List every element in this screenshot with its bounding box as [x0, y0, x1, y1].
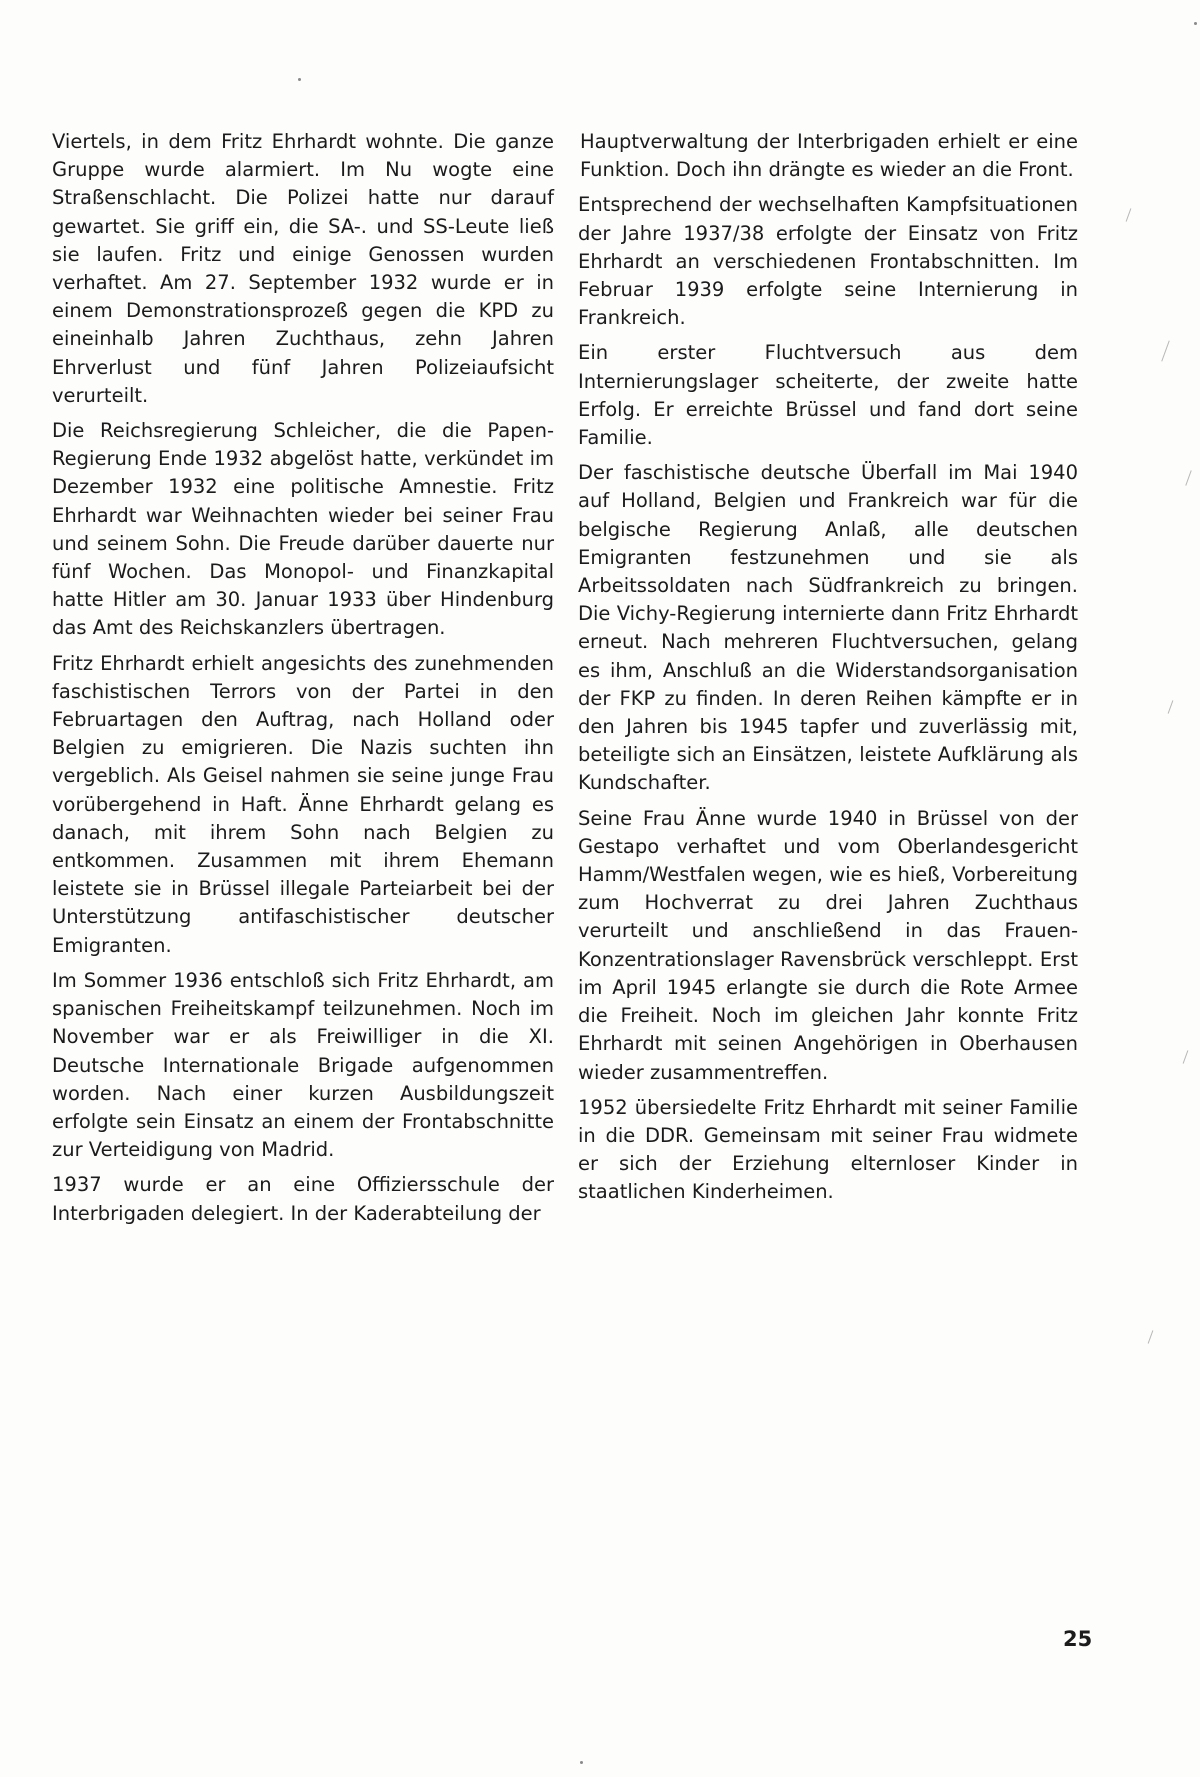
paragraph: Entsprechend der wechselhaften Kampfsituationen der Jahre 1937/38 erfolgte der Einsatz von Fritz Ehrhardt an verschiedenen Frontabschnitten. Im Februar 1939 erfolgte seine Internierung in Frankreich.	[578, 193, 1078, 330]
scan-scratch	[1148, 1330, 1154, 1343]
paragraph: 1937 wurde er an eine Offiziersschule der Interbrigaden delegiert. In der Kaderabteilung der	[52, 1173, 554, 1225]
scan-speck	[1194, 22, 1197, 25]
paragraph: Die Reichsregierung Schleicher, die die Papen-Regierung Ende 1932 abgelöst hatte, verkündet im Dezember 1932 eine politische Amnestie. Fritz Ehrhardt war Weihnachten wieder bei seiner Frau und seinem Sohn. Die Freude darüber dauerte nur fünf Wochen. Das Monopol- und Finanzkapital hatte Hitler am 30. Januar 1933 über Hindenburg das Amt des Reichskanzlers übertragen.	[52, 419, 554, 640]
scan-speck	[580, 1761, 583, 1764]
scan-scratch	[1168, 700, 1174, 713]
paragraph: 1952 übersiedelte Fritz Ehrhardt mit seiner Familie in die DDR. Gemeinsam mit seiner Frau widmete er sich der Erziehung elternloser Kinder in staatlichen Kinderheimen.	[578, 1095, 1078, 1204]
scan-speck	[298, 78, 301, 81]
scan-scratch	[1161, 340, 1169, 361]
scan-scratch	[1126, 208, 1132, 221]
scan-scratch	[1183, 1050, 1189, 1063]
paragraph: Ein erster Fluchtversuch aus dem Internierungslager scheiterte, der zweite hatte Erfolg. Er erreichte Brüssel und fand dort seine Familie.	[578, 341, 1078, 450]
paragraph: Hauptverwaltung der Interbrigaden erhielt er eine Funktion. Doch ihn drängte es wieder an die Front.	[580, 130, 1078, 182]
paragraph: Seine Frau Änne wurde 1940 in Brüssel von der Gestapo verhaftet und vom Oberlandesgericht Hamm/Westfalen wegen, wie es hieß, Vorbereitung zum Hochverrat zu drei Jahren Zuchthaus verurteilt und anschließend in das Frauen-Konzentrationslager Ravensbrück verschleppt. Erst im April 1945 erlangte sie durch die Rote Armee die Freiheit. Noch im gleichen Jahr konnte Fritz Ehrhardt mit seinen Angehörigen in Oberhausen wieder zusammentreffen.	[578, 806, 1078, 1084]
paragraph: Viertels, in dem Fritz Ehrhardt wohnte. Die ganze Gruppe wurde alarmiert. Im Nu wogte eine Straßenschlacht. Die Polizei hatte nur darauf gewartet. Sie griff ein, die SA-. und SS-Leute ließ sie laufen. Fritz und einige Genossen wurden verhaftet. Am 27. September 1932 wurde er in einem Demonstrationsprozeß gegen die KPD zu eineinhalb Jahren Zuchthaus, zehn Jahren Ehrverlust und fünf Jahren Polizeiaufsicht verurteilt.	[52, 130, 554, 407]
paragraph: Im Sommer 1936 entschloß sich Fritz Ehrhardt, am spanischen Freiheitskampf teilzunehmen. Noch im November war er als Freiwilliger in die XI. Deutsche Internationale Brigade aufgenommen worden. Nach einer kurzen Ausbildungszeit erfolgte sein Einsatz an einem der Frontabschnitte zur Verteidigung von Madrid.	[52, 968, 554, 1162]
paragraph: Der faschistische deutsche Überfall im Mai 1940 auf Holland, Belgien und Frankreich war für die belgische Regierung Anlaß, alle deutschen Emigranten festzunehmen und sie als Arbeitssoldaten nach Südfrankreich zu bringen. Die Vichy-Regierung internierte dann Fritz Ehrhardt erneut. Nach mehreren Fluchtversuchen, gelang es ihm, Anschluß an die Widerstandsorganisation der FKP zu finden. In deren Reihen kämpfte er in den Jahren bis 1945 tapfer und zuverlässig mit, beteiligte sich an Einsätzen, leistete Aufklärung als Kundschafter.	[578, 461, 1078, 795]
scan-scratch	[1185, 470, 1191, 485]
left-text-column	[52, 128, 554, 1235]
right-text-column	[578, 128, 1078, 1214]
page-number: 25	[1063, 1627, 1093, 1651]
paragraph: Fritz Ehrhardt erhielt angesichts des zunehmenden faschistischen Terrors von der Partei in den Februartagen den Auftrag, nach Holland oder Belgien zu emigrieren. Die Nazis suchten ihn vergeblich. Als Geisel nahmen sie seine junge Frau vorübergehend in Haft. Änne Ehrhardt gelang es danach, mit ihrem Sohn nach Belgien zu entkommen. Zusammen mit ihrem Ehemann leistete sie in Brüssel illegale Parteiarbeit bei der Unterstützung antifaschistischer deutscher Emigranten.	[52, 651, 554, 957]
